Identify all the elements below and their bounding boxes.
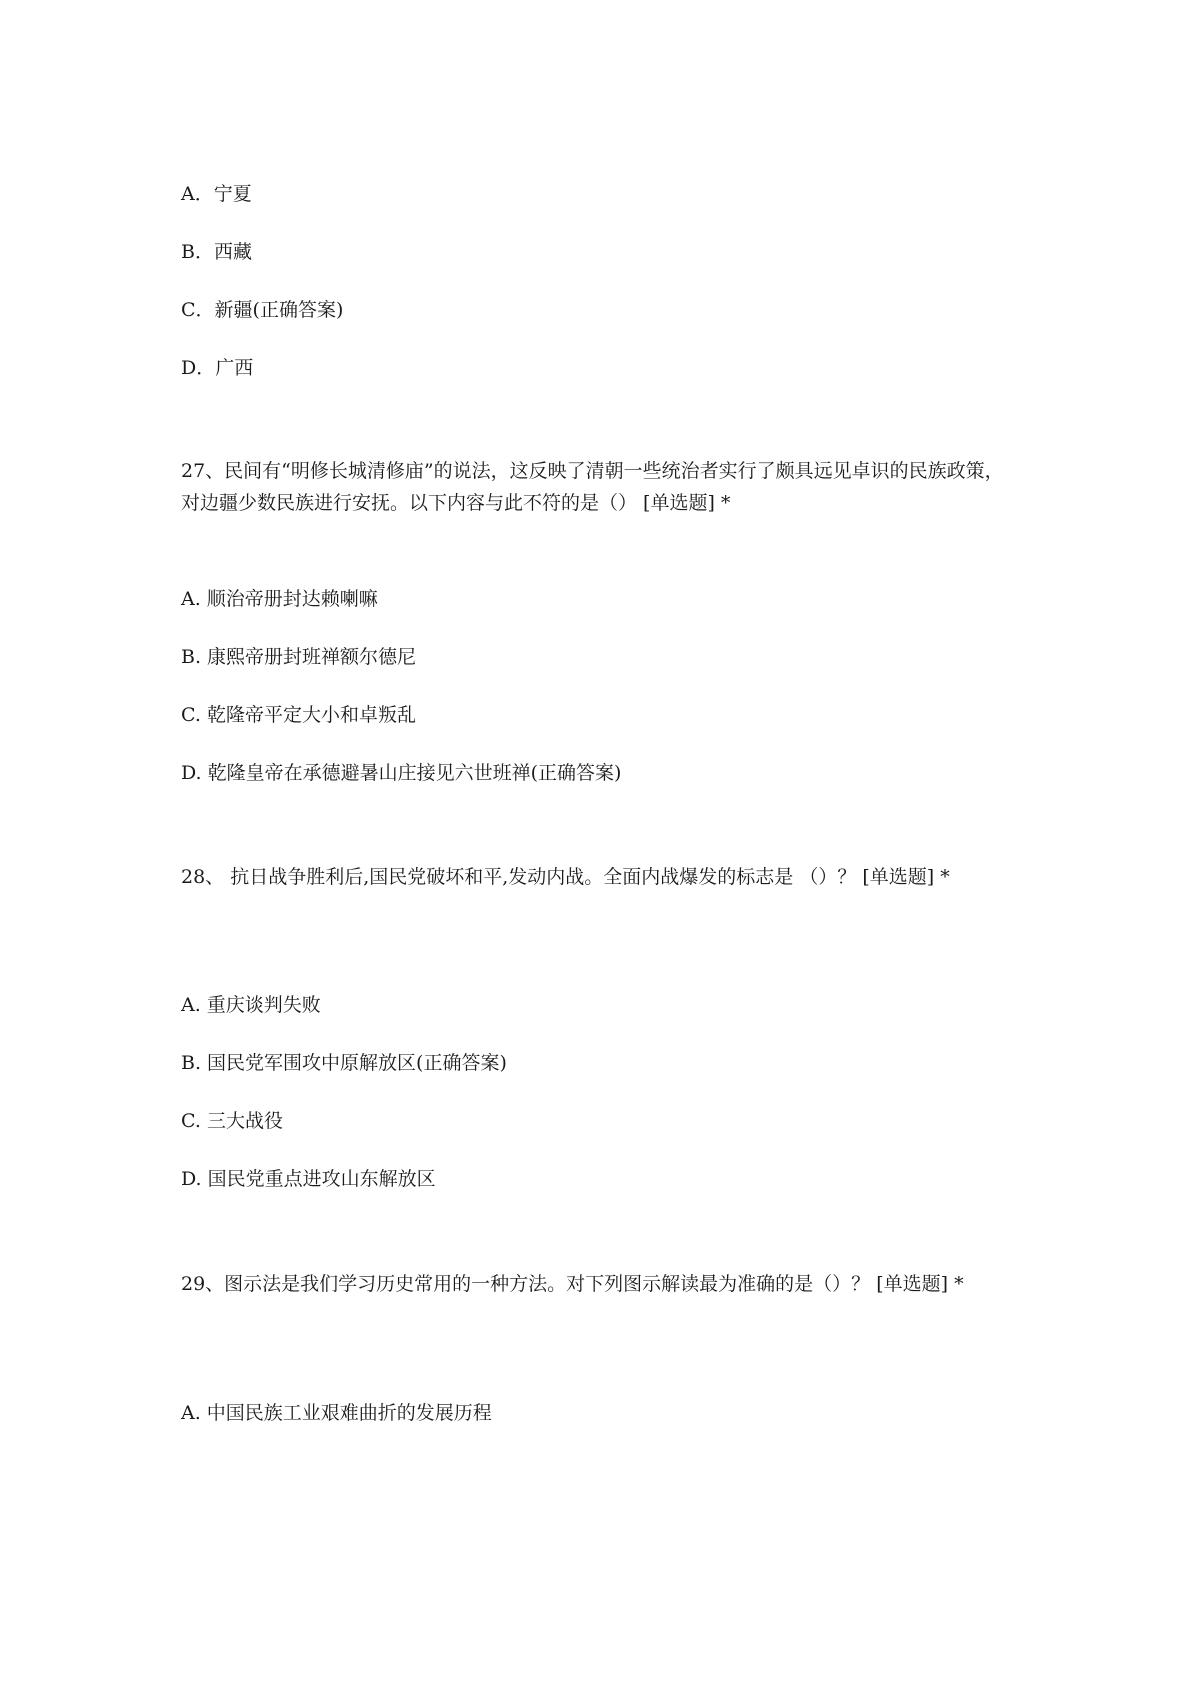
q28-option-b: B. 国民党军围攻中原解放区(正确答案) — [181, 1052, 507, 1074]
question-29: 29、图示法是我们学习历史常用的一种方法。对下列图示解读最为准确的是（）？ [单选题] * — [181, 1273, 964, 1295]
q27-option-d: D. 乾隆皇帝在承德避暑山庄接见六世班禅(正确答案) — [181, 762, 622, 784]
q29-option-a: A. 中国民族工业艰难曲折的发展历程 — [181, 1402, 492, 1424]
question-28: 28、 抗日战争胜利后,国民党破坏和平,发动内战。全面内战爆发的标志是 （）？ [单选题] * — [181, 866, 950, 888]
option-d: D．广西 — [181, 357, 254, 379]
q28-option-a: A. 重庆谈判失败 — [181, 994, 321, 1016]
option-b: B．西藏 — [181, 241, 252, 263]
q27-option-c: C. 乾隆帝平定大小和卓叛乱 — [181, 704, 416, 726]
q28-option-d: D. 国民党重点进攻山东解放区 — [181, 1168, 436, 1190]
q27-option-b: B. 康熙帝册封班禅额尔德尼 — [181, 646, 417, 668]
q28-option-c: C. 三大战役 — [181, 1110, 283, 1132]
option-a: A．宁夏 — [181, 183, 252, 205]
option-c: C．新疆(正确答案) — [181, 299, 344, 321]
q27-option-a: A. 顺治帝册封达赖喇嘛 — [181, 588, 378, 610]
question-27: 27、民间有“明修长城清修庙”的说法，这反映了清朝一些统治者实行了颇具远见卓识的民族政策，对边疆少数民族进行安抚。以下内容与此不符的是（） [单选题] * — [181, 460, 1004, 514]
